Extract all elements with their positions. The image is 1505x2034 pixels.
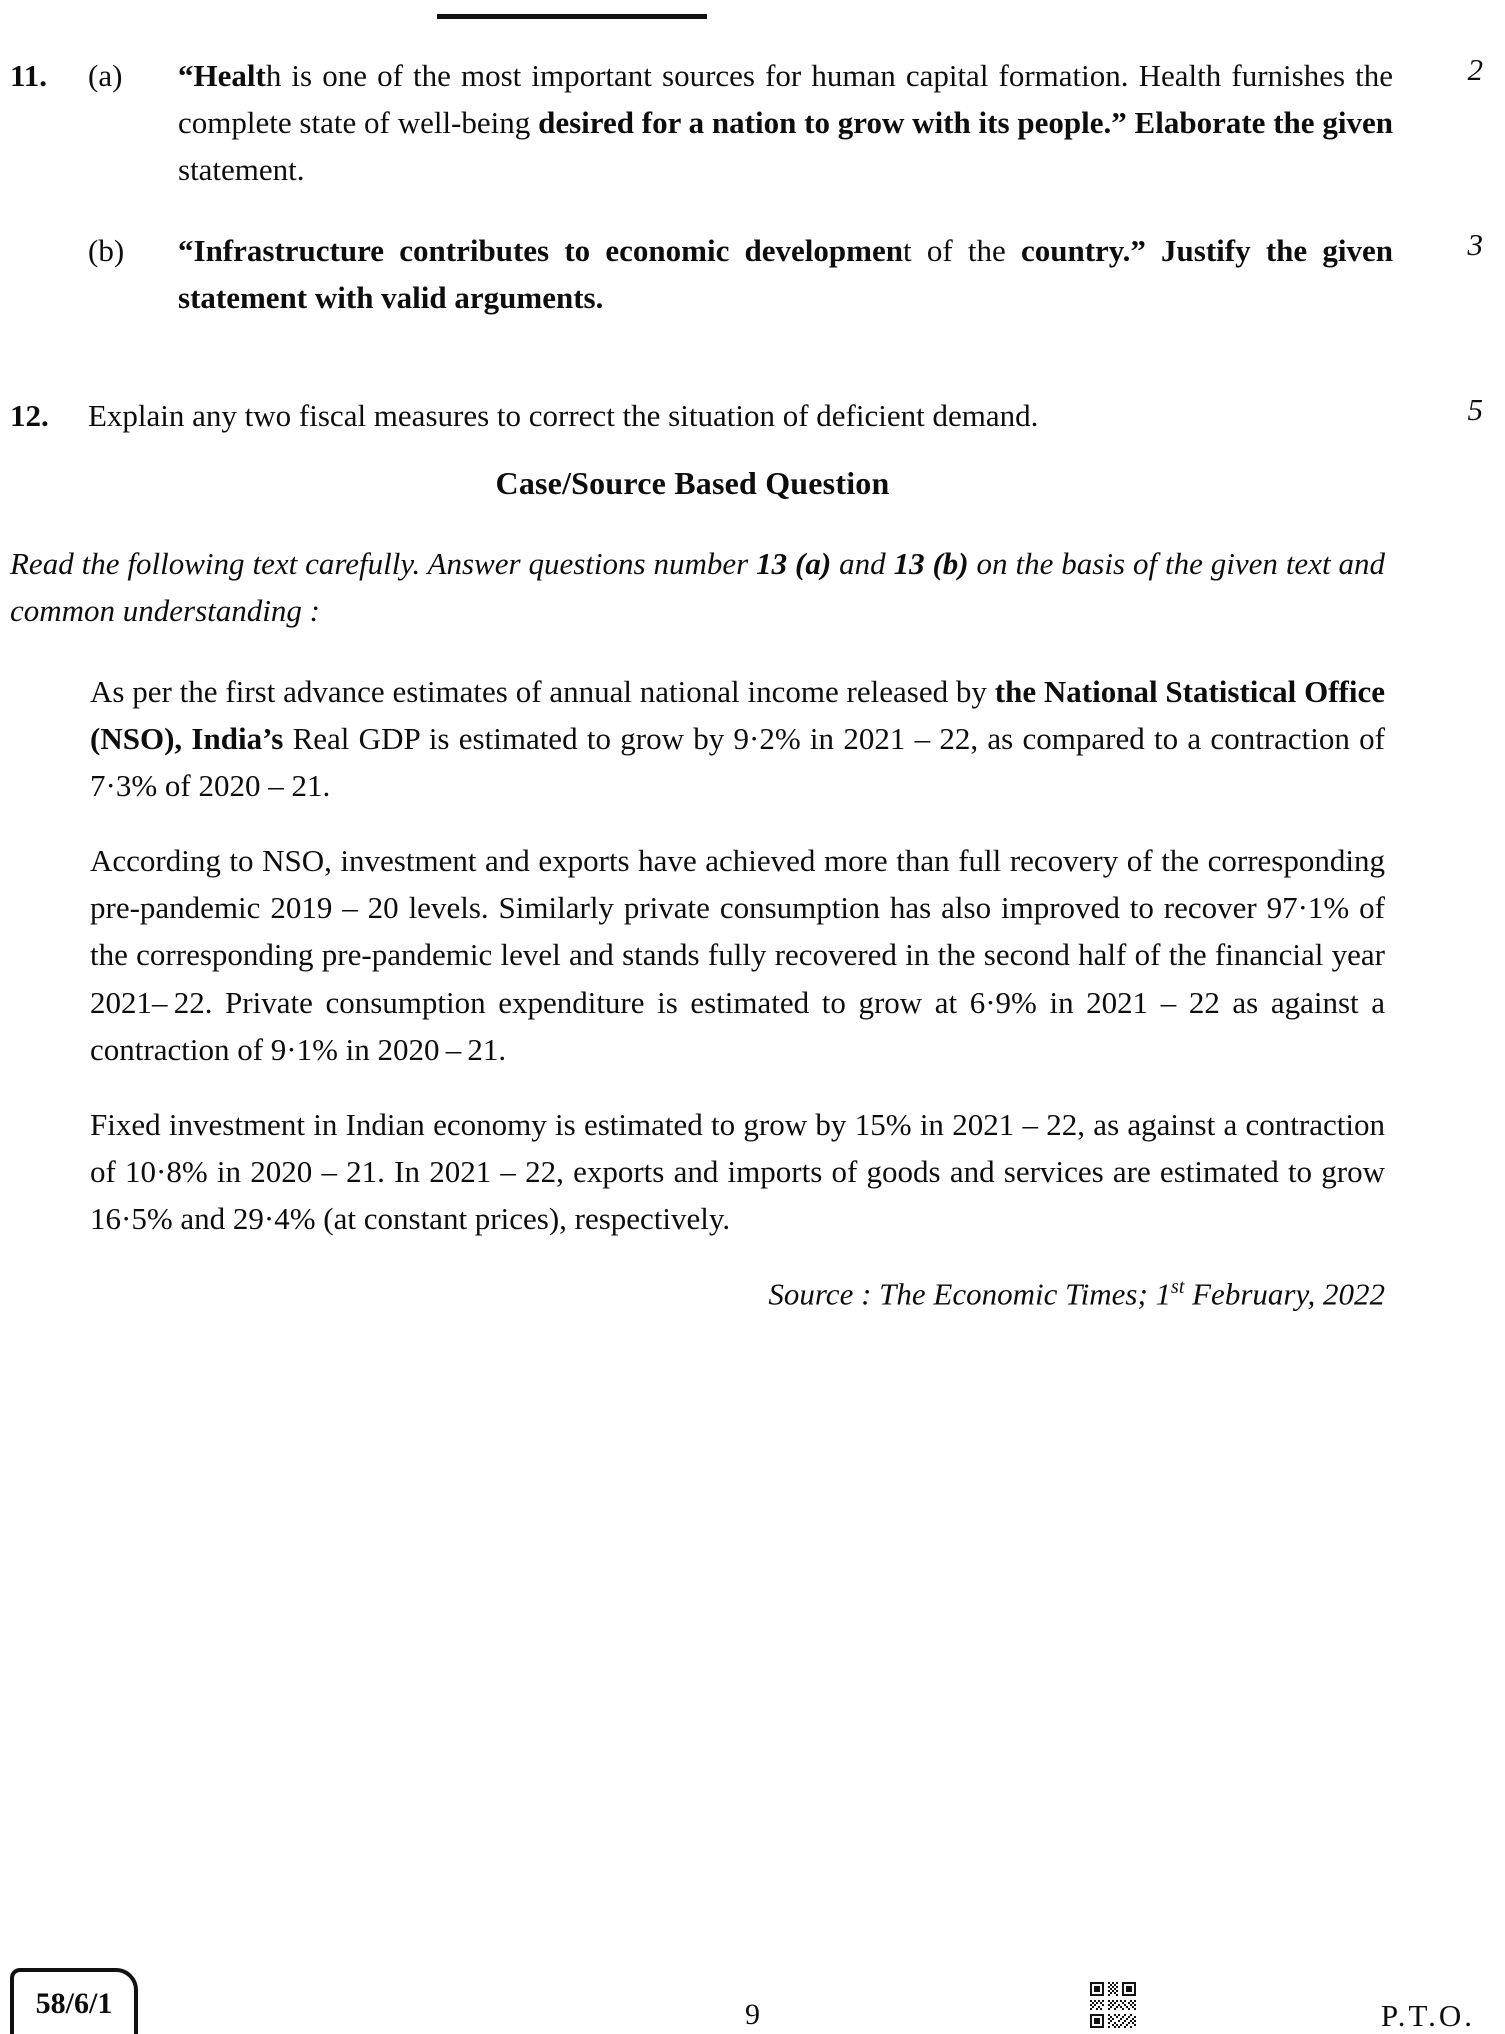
q11a-run-4: statement. <box>178 152 305 188</box>
question-12-number: 12. <box>10 397 49 433</box>
instruction-run-3: and <box>831 545 894 581</box>
q11b-run-3: country.” Justify the given statement with valid arguments. <box>178 233 1393 316</box>
reading-instruction <box>0 540 1505 634</box>
q11a-run-1: “Healt <box>178 58 266 93</box>
p1-run-1: As per the first advance estimates of annual national income released by <box>90 673 995 709</box>
p1-run-3: Real GDP is estimated to grow by 9·2% in 2021 – 22, as compared to a contraction of 7·3% of 2020 – 21. <box>90 720 1385 804</box>
instruction-run-1: Read the following text carefully. Answer questions number <box>10 545 757 581</box>
question-12-row <box>0 392 1505 439</box>
instruction-run-5: on the basis of the given text and common understanding : <box>10 545 1385 628</box>
question-11b-text <box>178 227 1393 321</box>
source-superscript: st <box>1171 1276 1185 1299</box>
question-11a-row <box>0 52 1505 193</box>
question-11b-label: (b) <box>88 233 125 269</box>
q11a-run-3: desired for a nation to grow with its people.” Elaborate the given <box>538 105 1393 141</box>
source-prefix: Source : The Economic Times; 1 <box>768 1276 1172 1312</box>
source-attribution <box>0 1276 1505 1312</box>
question-11a-label: (a) <box>88 58 123 93</box>
question-11b-row <box>0 227 1505 321</box>
question-11a-text <box>178 52 1393 193</box>
passage-paragraph-3: Fixed investment in Indian economy is estimated to grow by 15% in 2021 – 22, as against a contraction of 10·8% in 2020 – 21. In 2021 – 22, exports and imports of goods and services are estimated to grow 16·5% and 29·4% (at constant prices), respectively. <box>90 1106 1385 1236</box>
passage-paragraph-2: According to NSO, investment and exports have achieved more than full recovery of the corresponding pre-pandemic 2019 – 20 levels. Similarly private consumption has also improved to recover 97·1% of the corresponding pre-pandemic level and stands fully recovered in the second half of the financial year 2021– 22. Private consumption expenditure is estimated to grow at 6·9% in 2021 – 22 as against a contraction of 9·1% in 2020 – 21. <box>90 843 1385 1067</box>
question-11b-marks: 3 <box>1467 227 1483 263</box>
page-content <box>0 52 1505 1312</box>
top-rule-divider <box>437 14 707 19</box>
source-passage <box>0 668 1505 1242</box>
q11b-run-2: t of the <box>902 233 1021 269</box>
qr-code-icon <box>1090 1982 1136 2028</box>
passage-paragraph-1 <box>90 668 1385 809</box>
spacer-after-q11 <box>0 322 1505 392</box>
q11a-run-2: h is one of the most important sources for human capital formation. Health furnishes the complete state of well-being <box>178 58 1393 141</box>
q11b-run-1: “Infrastructure contributes to economic developmen <box>178 233 903 269</box>
pto-label: P.T.O. <box>1380 1998 1475 2033</box>
p1-run-2: the National Statistical Office (NSO), India’s <box>90 673 1385 756</box>
source-suffix: February, 2022 <box>1184 1276 1385 1312</box>
question-11a-marks: 2 <box>1467 52 1483 87</box>
paper-code-badge: 58/6/1 <box>10 1968 138 2034</box>
question-11-number: 11. <box>10 58 48 93</box>
instruction-run-4: 13 (b) <box>893 545 969 581</box>
instruction-run-2: 13 (a) <box>756 545 832 581</box>
page-number: 9 <box>745 1998 760 2031</box>
question-12-marks: 5 <box>1467 391 1483 427</box>
spacer-after-11a <box>0 193 1505 227</box>
page-footer <box>0 1950 1505 2034</box>
question-12-text: Explain any two fiscal measures to correct the situation of deficient demand. <box>88 397 1039 433</box>
section-heading-case-source: Case/Source Based Question <box>495 464 890 501</box>
